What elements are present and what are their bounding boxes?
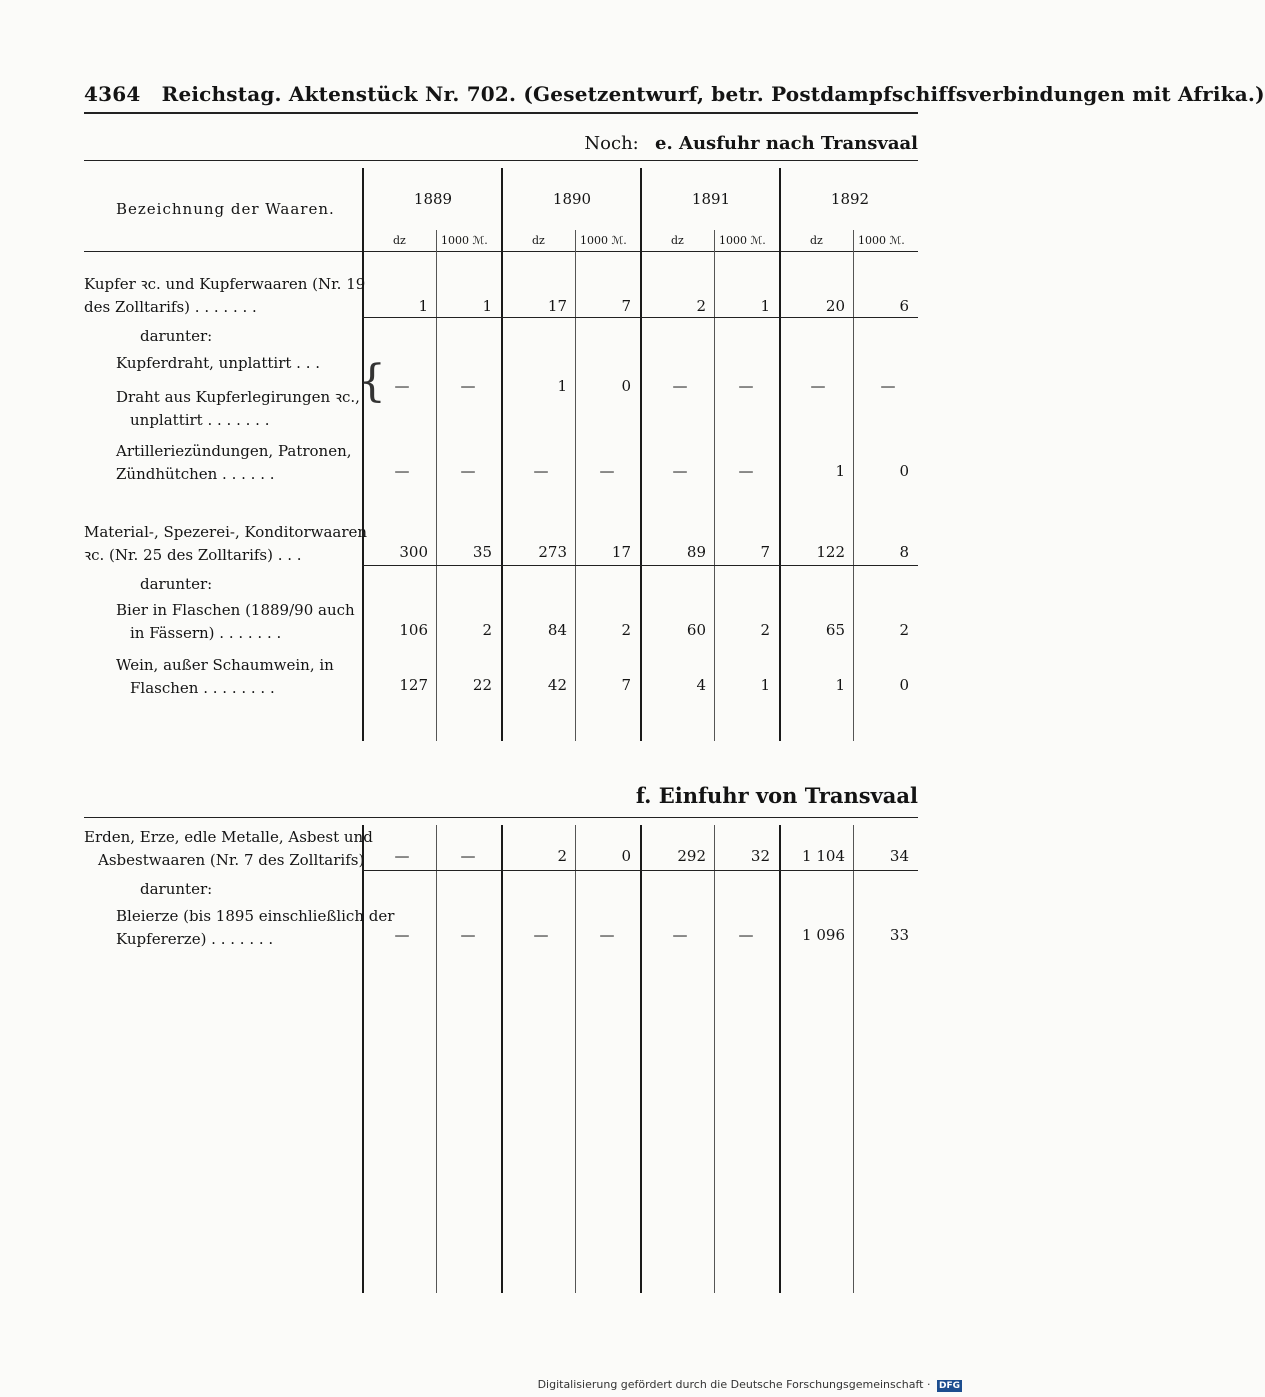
cell-value: 2 [482, 621, 492, 639]
cell-value: — [394, 926, 410, 944]
grid-line [362, 825, 364, 1293]
cell-value: 84 [547, 621, 567, 639]
section-e-rule [84, 160, 918, 161]
cell-value: 106 [399, 621, 428, 639]
row-label-erden-2: Asbestwaaren (Nr. 7 des Zolltarifs) [98, 851, 365, 869]
row-label-darunter: darunter: [140, 327, 213, 345]
unit-dz-1891: dz [671, 234, 684, 247]
cell-value: 273 [538, 543, 567, 561]
cell-value: 2 [696, 297, 706, 315]
cell-value: 1 [418, 297, 428, 315]
row-label-wein: Wein, außer Schaumwein, in [116, 656, 334, 674]
cell-value: 7 [621, 676, 631, 694]
grid-line [640, 825, 642, 1293]
cell-value: — [599, 462, 615, 480]
row-label-draht-2: unplattirt . . . . . . . [130, 411, 270, 429]
header-text: Reichstag. Aktenstück Nr. 702. (Gesetzentwurf, betr. Postdampfschiffsverbindungen mit Afrika.) [161, 82, 1265, 106]
row-label-artillerie-2: Zündhütchen . . . . . . [116, 465, 275, 483]
cell-value: — [460, 847, 476, 865]
cell-value: 17 [547, 297, 567, 315]
cell-value: 300 [399, 543, 428, 561]
section-f-heading: f. Einfuhr von Transvaal [635, 783, 918, 808]
row-rule [362, 317, 918, 318]
cell-value: 2 [760, 621, 770, 639]
row-label-darunter: darunter: [140, 880, 213, 898]
row-label-artillerie: Artilleriezündungen, Patronen, [116, 442, 352, 460]
cell-value: — [738, 926, 754, 944]
cell-value: 2 [557, 847, 567, 865]
grid-line [714, 825, 715, 1293]
cell-value: — [738, 462, 754, 480]
row-label-erden: Erden, Erze, edle Metalle, Asbest und [84, 828, 373, 846]
grid-line [779, 825, 781, 1293]
grid-line [779, 168, 781, 741]
row-label-bleierze-2: Kupfererze) . . . . . . . [116, 930, 274, 948]
section-e-title: e. Ausfuhr nach Transvaal [655, 133, 918, 154]
cell-value: 22 [472, 676, 492, 694]
cell-value: 122 [816, 543, 845, 561]
grid-line [853, 825, 854, 1293]
grid-line [436, 825, 437, 1293]
cell-value: 32 [750, 847, 770, 865]
cell-value: — [672, 462, 688, 480]
unit-value-1890: 1000 ℳ. [580, 234, 627, 247]
row-label-material-2: ꝛc. (Nr. 25 des Zolltarifs) . . . [84, 546, 302, 564]
cell-value: 89 [686, 543, 706, 561]
section-f-rule [84, 817, 918, 818]
cell-value: 1 [557, 377, 567, 395]
cell-value: — [599, 926, 615, 944]
unit-dz-1890: dz [532, 234, 545, 247]
cell-value: 60 [686, 621, 706, 639]
cell-value: 1 [760, 297, 770, 315]
row-label-bier: Bier in Flaschen (1889/90 auch [116, 601, 355, 619]
cell-value: 292 [677, 847, 706, 865]
cell-value: 7 [621, 297, 631, 315]
page-header [84, 82, 1265, 106]
cell-value: — [880, 377, 896, 395]
cell-value: 1 [835, 676, 845, 694]
cell-value: 20 [825, 297, 845, 315]
grid-line [575, 825, 576, 1293]
cell-value: — [533, 462, 549, 480]
unit-value-1892: 1000 ℳ. [858, 234, 905, 247]
unit-dz-1892: dz [810, 234, 823, 247]
cell-value: — [460, 926, 476, 944]
unit-value-1891: 1000 ℳ. [719, 234, 766, 247]
cell-value: 2 [621, 621, 631, 639]
year-1892: 1892 [830, 190, 870, 208]
cell-value: 65 [825, 621, 845, 639]
cell-value: 0 [621, 377, 631, 395]
cell-value: 33 [889, 926, 909, 944]
cell-value: — [460, 377, 476, 395]
row-label-kupfer-2: des Zolltarifs) . . . . . . . [84, 298, 257, 316]
header-rule [84, 112, 918, 114]
row-rule [362, 565, 918, 566]
grid-line [640, 168, 642, 741]
cell-value: — [460, 462, 476, 480]
cell-value: — [672, 377, 688, 395]
footer-text: Digitalisierung gefördert durch die Deutsche Forschungsgemeinschaft · [537, 1378, 931, 1391]
grid-line [501, 168, 503, 741]
cell-value: 1 [482, 297, 492, 315]
row-rule [362, 870, 918, 871]
cell-value: 8 [899, 543, 909, 561]
cell-value: 1 [760, 676, 770, 694]
cell-value: — [672, 926, 688, 944]
cell-value: 6 [899, 297, 909, 315]
cell-value: — [738, 377, 754, 395]
row-label-darunter: darunter: [140, 575, 213, 593]
cell-value: 1 104 [802, 847, 845, 865]
cell-value: 17 [611, 543, 631, 561]
row-label-kupferdraht: Kupferdraht, unplattirt . . . [116, 354, 321, 372]
row-label-bier-2: in Fässern) . . . . . . . [130, 624, 282, 642]
cell-value: — [394, 377, 410, 395]
cell-value: 0 [621, 847, 631, 865]
cell-value: 1 096 [802, 926, 845, 944]
section-e-prefix: Noch: [584, 133, 639, 154]
cell-value: 42 [547, 676, 567, 694]
cell-value: — [810, 377, 826, 395]
grid-line [501, 825, 503, 1293]
cell-value: 7 [760, 543, 770, 561]
year-1891: 1891 [691, 190, 731, 208]
year-1889: 1889 [413, 190, 453, 208]
unit-value-1889: 1000 ℳ. [441, 234, 488, 247]
footer [538, 1378, 962, 1392]
cell-value: 0 [899, 676, 909, 694]
column-header: Bezeichnung der Waaren. [116, 200, 335, 218]
section-e-heading [584, 133, 918, 154]
cell-value: — [394, 847, 410, 865]
row-label-material: Material-, Spezerei-, Konditorwaaren [84, 523, 368, 541]
cell-value: 2 [899, 621, 909, 639]
cell-value: 1 [835, 462, 845, 480]
cell-value: 0 [899, 462, 909, 480]
row-label-kupfer: Kupfer ꝛc. und Kupferwaaren (Nr. 19 [84, 275, 366, 293]
cell-value: 35 [472, 543, 492, 561]
cell-value: — [394, 462, 410, 480]
row-label-draht: Draht aus Kupferlegirungen ꝛc., [116, 388, 360, 406]
year-1890: 1890 [552, 190, 592, 208]
cell-value: 4 [696, 676, 706, 694]
grid-line [362, 168, 364, 741]
brace-mark: { [358, 356, 386, 407]
cell-value: 34 [889, 847, 909, 865]
cell-value: — [533, 926, 549, 944]
cell-value: 127 [399, 676, 428, 694]
dfg-logo: DFG [938, 1381, 960, 1391]
page-number: 4364 [84, 82, 141, 106]
row-label-wein-2: Flaschen . . . . . . . . [130, 679, 275, 697]
row-label-bleierze: Bleierze (bis 1895 einschließlich der [116, 907, 395, 925]
unit-dz-1889: dz [393, 234, 406, 247]
